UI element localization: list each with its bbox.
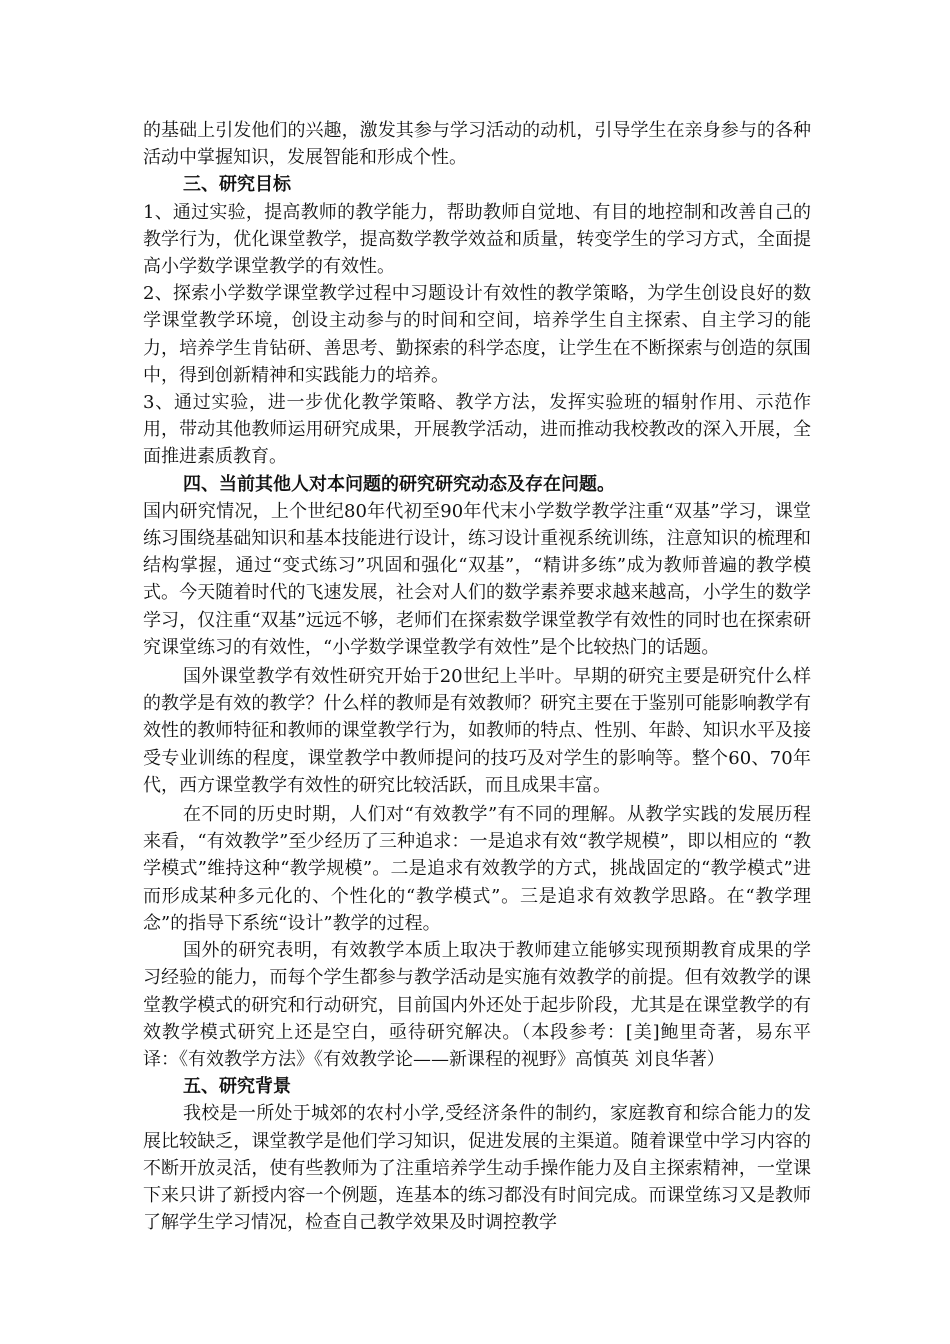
paragraph-school-background: 我校是一所处于城郊的农村小学,受经济条件的制约，家庭教育和综合能力的发展比较缺乏，课堂教学是他们学习知识，促进发展的主渠道。随着课堂中学习内容的不断开放灵活，使有些教师为了注重培养学生动手操作能力及自主探索精神，一堂课下来只讲了新授内容一个例题，连基本的练习都没有时间完成。而课堂练习又是教师了解学生学习情况，检查自己教学效果及时调控教学 [143,1103,811,1234]
paragraph-historical-views: 在不同的历史时期，人们对“有效教学”有不同的理解。从教学实践的发展历程来看，“有效教学”至少经历了三种追求：一是追求有效“教学规模”，即以相应的 “教学模式”维持这种“教学规模”。二是追求有效教学的方式，挑战固定的“教学模式”进而形成某种多元化的、个性化的“教学模式”。三是追求有效教学思路。在“教学理念”的指导下系统“设计”教学的过程。 [143,804,811,934]
paragraph-intro-continuation: 的基础上引发他们的兴趣，激发其参与学习活动的动机，引导学生在亲身参与的各种活动中掌握知识，发展智能和形成个性。 [143,120,811,169]
paragraph-foreign-research: 国外课堂教学有效性研究开始于20世纪上半叶。早期的研究主要是研究什么样的教学是有效的教学？什么样的教师是有效教师？研究主要在于鉴别可能影响教学有效性的教师特征和教师的课堂教学行为，如教师的特点、性别、年龄、知识水平及接受专业训练的程度，课堂教学中教师提问的技巧及对学生的影响等。整个60、70年代，西方课堂教学有效性的研究比较活跃，而且成果丰富。 [143,666,811,796]
document-page [143,117,811,1236]
paragraph-goal-3: 3、通过实验，进一步优化教学策略、教学方法，发挥实验班的辐射作用、示范作用，带动其他教师运用研究成果，开展教学活动，进而推动我校教改的深入开展，全面推进素质教育。 [143,392,811,468]
paragraph-goal-2: 2、探索小学数学课堂教学过程中习题设计有效性的教学策略，为学生创设良好的数学课堂教学环境，创设主动参与的时间和空间，培养学生自主探索、自主学习的能力，培养学生肯钻研、善思考、勤探索的科学态度，让学生在不断探索与创造的氛围中，得到创新精神和实践能力的培养。 [143,283,811,386]
paragraph-research-findings: 国外的研究表明，有效教学本质上取决于教师建立能够实现预期教育成果的学习经验的能力，而每个学生都参与教学活动是实施有效教学的前提。但有效教学的课堂教学模式的研究和行动研究，目前国内外还处于起步阶段，尤其是在课堂教学的有效教学模式研究上还是空白，亟待研究解决。（本段参考：[美]鲍里奇著，易东平译：《有效教学方法》《有效教学论——新课程的视野》高慎英 刘良华著） [143,940,811,1070]
paragraph-domestic-research: 国内研究情况，上个世纪80年代初至90年代末小学数学教学注重“双基”学习，课堂练习围绕基础知识和基本技能进行设计，练习设计重视系统训练，注意知识的梳理和结构掌握，通过“变式练习”巩固和强化“双基”，“精讲多练”成为教师普遍的教学模式。今天随着时代的飞速发展，社会对人们的数学素养要求越来越高，小学生的数学学习，仅注重“双基”远远不够，老师们在探索数学课堂教学有效性的同时也在探索研究课堂练习的有效性，“小学数学课堂教学有效性”是个比较热门的话题。 [143,500,811,658]
heading-research-status: 四、当前其他人对本问题的研究研究动态及存在问题。 [183,473,615,495]
heading-research-background: 五、研究背景 [183,1076,291,1098]
heading-research-goals: 三、研究目标 [183,174,291,196]
paragraph-goal-1: 1、通过实验，提高教师的教学能力，帮助教师自觉地、有目的地控制和改善自己的教学行为，优化课堂教学，提高数学教学效益和质量，转变学生的学习方式，全面提高小学数学课堂教学的有效性。 [143,201,811,278]
